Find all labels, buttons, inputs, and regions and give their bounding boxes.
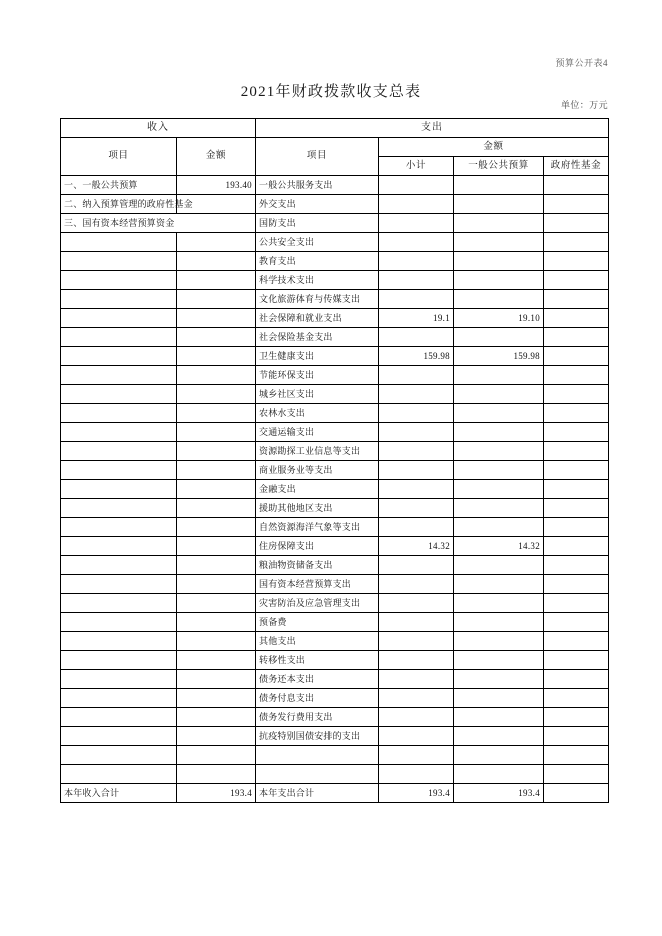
expense-subtotal-value: 159.98 [379, 347, 454, 366]
expense-amount-blank [544, 328, 609, 347]
income-item-blank [61, 765, 177, 784]
expense-amount-blank [544, 594, 609, 613]
expense-item-label: 粮油物资储备支出 [256, 556, 379, 575]
income-item-blank [61, 556, 177, 575]
expense-general-budget-value: 19.10 [454, 309, 544, 328]
expense-amount-blank [544, 708, 609, 727]
expense-amount-blank [379, 404, 454, 423]
income-amount-blank [177, 537, 256, 556]
income-item-blank [61, 689, 177, 708]
expense-amount-blank [454, 689, 544, 708]
income-amount-blank [177, 442, 256, 461]
expense-amount-blank [379, 765, 454, 784]
expense-item-label: 债务发行费用支出 [256, 708, 379, 727]
income-amount-blank [177, 480, 256, 499]
income-amount-blank [177, 708, 256, 727]
expense-amount-blank [379, 556, 454, 575]
expense-amount-blank [379, 670, 454, 689]
expense-amount-blank [379, 651, 454, 670]
expense-item-label: 公共安全支出 [256, 233, 379, 252]
expense-amount-blank [379, 423, 454, 442]
expense-amount-blank [379, 385, 454, 404]
income-amount-value: 193.40 [177, 176, 256, 195]
income-amount-blank [177, 518, 256, 537]
expense-amount-blank [544, 442, 609, 461]
expense-item-blank [256, 765, 379, 784]
total-income-amount: 193.4 [177, 784, 256, 803]
income-item-blank [61, 252, 177, 271]
income-item-label: 二、纳入预算管理的政府性基金 [61, 195, 177, 214]
total-expense-government-fund [544, 784, 609, 803]
table-row [61, 613, 609, 632]
expense-item-label: 抗疫特别国债安排的支出 [256, 727, 379, 746]
expense-amount-blank [379, 176, 454, 195]
expense-amount-blank [379, 708, 454, 727]
table-row [61, 556, 609, 575]
expense-amount-blank [379, 575, 454, 594]
expense-amount-blank [544, 670, 609, 689]
expense-amount-blank [454, 461, 544, 480]
table-row [61, 461, 609, 480]
table-row [61, 195, 609, 214]
income-item-blank [61, 271, 177, 290]
income-item-blank [61, 670, 177, 689]
expense-amount-blank [454, 651, 544, 670]
income-item-label: 三、国有资本经营预算资金 [61, 214, 256, 233]
expense-item-label: 转移性支出 [256, 651, 379, 670]
table-row [61, 385, 609, 404]
expense-item-label: 一般公共服务支出 [256, 176, 379, 195]
income-item-blank [61, 727, 177, 746]
expense-amount-blank [544, 556, 609, 575]
expense-amount-blank [454, 271, 544, 290]
expense-item-label: 资源勘探工业信息等支出 [256, 442, 379, 461]
expense-amount-blank [544, 537, 609, 556]
income-amount-blank [177, 271, 256, 290]
income-item-blank [61, 746, 177, 765]
total-expense-subtotal: 193.4 [379, 784, 454, 803]
expense-amount-blank [379, 632, 454, 651]
income-item-blank [61, 385, 177, 404]
expense-amount-blank [544, 214, 609, 233]
expense-amount-blank [544, 195, 609, 214]
income-item-blank [61, 290, 177, 309]
table-row [61, 347, 609, 366]
document-code: 预算公开表4 [555, 58, 608, 68]
income-item-blank [61, 518, 177, 537]
table-row [61, 176, 609, 195]
income-item-blank [61, 708, 177, 727]
income-amount-blank [177, 765, 256, 784]
expense-amount-blank [544, 385, 609, 404]
expense-amount-blank [544, 727, 609, 746]
expense-amount-blank [454, 176, 544, 195]
income-amount-blank [177, 233, 256, 252]
total-expense-general-budget: 193.4 [454, 784, 544, 803]
income-amount-blank [177, 651, 256, 670]
expense-item-label: 文化旅游体育与传媒支出 [256, 290, 379, 309]
expense-amount-blank [544, 632, 609, 651]
header-expense-group: 支出 [256, 119, 609, 138]
total-expense-label: 本年支出合计 [256, 784, 379, 803]
expense-amount-blank [454, 727, 544, 746]
expense-subtotal-value: 19.1 [379, 309, 454, 328]
income-amount-blank [177, 556, 256, 575]
expense-item-label: 科学技术支出 [256, 271, 379, 290]
expense-item-blank [256, 746, 379, 765]
table-row [61, 499, 609, 518]
table-row [61, 594, 609, 613]
expense-amount-blank [454, 613, 544, 632]
income-amount-blank [177, 689, 256, 708]
table-row [61, 670, 609, 689]
expense-amount-blank [454, 328, 544, 347]
expense-item-label: 灾害防治及应急管理支出 [256, 594, 379, 613]
expense-amount-blank [379, 366, 454, 385]
expense-amount-blank [544, 252, 609, 271]
expense-amount-blank [379, 594, 454, 613]
table-row [61, 765, 609, 784]
expense-amount-blank [379, 271, 454, 290]
expense-amount-blank [454, 290, 544, 309]
expense-amount-blank [454, 233, 544, 252]
table-row [61, 651, 609, 670]
income-item-blank [61, 499, 177, 518]
income-amount-blank [177, 404, 256, 423]
expense-amount-blank [379, 727, 454, 746]
expense-amount-blank [379, 480, 454, 499]
expense-subtotal-value: 14.32 [379, 537, 454, 556]
table-row [61, 366, 609, 385]
table-row [61, 518, 609, 537]
table-row [61, 328, 609, 347]
income-amount-blank [177, 575, 256, 594]
expense-amount-blank [379, 461, 454, 480]
expense-amount-blank [379, 499, 454, 518]
expense-item-label: 卫生健康支出 [256, 347, 379, 366]
expense-amount-blank [544, 765, 609, 784]
expense-item-label: 债务付息支出 [256, 689, 379, 708]
table-body [61, 176, 609, 803]
income-amount-blank [177, 632, 256, 651]
expense-amount-blank [454, 746, 544, 765]
expense-item-label: 金融支出 [256, 480, 379, 499]
income-item-blank [61, 651, 177, 670]
header-expense-item: 项目 [256, 138, 379, 176]
income-item-blank [61, 347, 177, 366]
expense-amount-blank [544, 689, 609, 708]
expense-amount-blank [454, 214, 544, 233]
expense-amount-blank [544, 347, 609, 366]
income-amount-blank [177, 594, 256, 613]
income-amount-blank [177, 366, 256, 385]
expense-item-label: 其他支出 [256, 632, 379, 651]
expense-general-budget-value: 159.98 [454, 347, 544, 366]
expense-amount-blank [544, 366, 609, 385]
income-item-blank [61, 442, 177, 461]
expense-item-label: 住房保障支出 [256, 537, 379, 556]
expense-item-label: 社会保障和就业支出 [256, 309, 379, 328]
income-item-blank [61, 613, 177, 632]
income-amount-blank [177, 309, 256, 328]
expense-amount-blank [379, 328, 454, 347]
table-row [61, 575, 609, 594]
expense-amount-blank [454, 423, 544, 442]
expense-amount-blank [379, 746, 454, 765]
income-amount-blank [177, 461, 256, 480]
expense-amount-blank [454, 556, 544, 575]
income-item-blank [61, 594, 177, 613]
table-row [61, 309, 609, 328]
expense-amount-blank [544, 746, 609, 765]
income-item-blank [61, 480, 177, 499]
header-income-item: 项目 [61, 138, 177, 176]
income-amount-blank [177, 423, 256, 442]
expense-item-label: 预备费 [256, 613, 379, 632]
income-item-blank [61, 575, 177, 594]
expense-item-label: 国有资本经营预算支出 [256, 575, 379, 594]
expense-amount-blank [544, 651, 609, 670]
income-item-blank [61, 404, 177, 423]
expense-item-label: 交通运输支出 [256, 423, 379, 442]
expense-item-label: 自然资源海洋气象等支出 [256, 518, 379, 537]
header-income-group: 收入 [61, 119, 256, 138]
expense-amount-blank [379, 290, 454, 309]
table-row [61, 271, 609, 290]
expense-amount-blank [379, 689, 454, 708]
header-amount-group: 金额 [379, 138, 609, 157]
expense-amount-blank [544, 613, 609, 632]
expense-amount-blank [544, 309, 609, 328]
table-row [61, 632, 609, 651]
income-item-blank [61, 537, 177, 556]
income-amount-blank [177, 746, 256, 765]
table-row [61, 746, 609, 765]
table-row [61, 290, 609, 309]
income-amount-blank [177, 727, 256, 746]
expense-amount-blank [454, 765, 544, 784]
table-head [61, 119, 609, 176]
expense-amount-blank [544, 499, 609, 518]
expense-amount-blank [544, 423, 609, 442]
expense-amount-blank [454, 442, 544, 461]
expense-item-label: 教育支出 [256, 252, 379, 271]
expense-amount-blank [544, 271, 609, 290]
expense-amount-blank [379, 613, 454, 632]
total-row [61, 784, 609, 803]
income-amount-blank [177, 670, 256, 689]
header-subtotal: 小计 [379, 157, 454, 176]
income-amount-blank [177, 290, 256, 309]
expense-amount-blank [454, 195, 544, 214]
expense-general-budget-value: 14.32 [454, 537, 544, 556]
income-amount-blank [177, 252, 256, 271]
expense-item-label: 商业服务业等支出 [256, 461, 379, 480]
expense-amount-blank [379, 214, 454, 233]
table-row [61, 252, 609, 271]
header-general-public-budget: 一般公共预算 [454, 157, 544, 176]
table-row [61, 727, 609, 746]
expense-amount-blank [544, 480, 609, 499]
income-amount-blank [177, 613, 256, 632]
expense-item-label: 援助其他地区支出 [256, 499, 379, 518]
income-item-blank [61, 423, 177, 442]
table-row [61, 442, 609, 461]
expense-amount-blank [454, 252, 544, 271]
expense-amount-blank [379, 442, 454, 461]
income-amount-blank [177, 499, 256, 518]
income-amount-blank [177, 328, 256, 347]
expense-amount-blank [454, 575, 544, 594]
expense-item-label: 国防支出 [256, 214, 379, 233]
income-item-blank [61, 328, 177, 347]
expense-amount-blank [544, 461, 609, 480]
expense-item-label: 城乡社区支出 [256, 385, 379, 404]
expense-amount-blank [544, 176, 609, 195]
expense-item-label: 社会保险基金支出 [256, 328, 379, 347]
expense-amount-blank [454, 518, 544, 537]
header-row-sub1 [61, 138, 609, 157]
expense-amount-blank [544, 233, 609, 252]
header-government-fund: 政府性基金 [544, 157, 609, 176]
total-income-label: 本年收入合计 [61, 784, 177, 803]
expense-item-label: 节能环保支出 [256, 366, 379, 385]
header-row-groups [61, 119, 609, 138]
header-income-amount: 金额 [177, 138, 256, 176]
table-row [61, 423, 609, 442]
income-item-blank [61, 233, 177, 252]
expense-amount-blank [379, 518, 454, 537]
expense-item-label: 农林水支出 [256, 404, 379, 423]
expense-amount-blank [454, 499, 544, 518]
income-item-blank [61, 632, 177, 651]
expense-item-label: 债务还本支出 [256, 670, 379, 689]
expense-amount-blank [379, 233, 454, 252]
expense-amount-blank [454, 385, 544, 404]
expense-amount-blank [379, 195, 454, 214]
income-amount-blank [177, 347, 256, 366]
page-title: 2021年财政拨款收支总表 [240, 84, 422, 100]
income-item-blank [61, 366, 177, 385]
expense-amount-blank [544, 575, 609, 594]
income-item-blank [61, 309, 177, 328]
table-row [61, 708, 609, 727]
expense-amount-blank [544, 518, 609, 537]
expense-amount-blank [454, 632, 544, 651]
table-row [61, 404, 609, 423]
expense-amount-blank [379, 252, 454, 271]
table-row [61, 480, 609, 499]
expense-item-label: 外交支出 [256, 195, 379, 214]
expense-amount-blank [454, 670, 544, 689]
table-row [61, 537, 609, 556]
unit-label: 单位：万元 [560, 100, 608, 110]
income-item-label: 一、一般公共预算 [61, 176, 177, 195]
expense-amount-blank [454, 480, 544, 499]
expense-amount-blank [454, 404, 544, 423]
expense-amount-blank [454, 366, 544, 385]
expense-amount-blank [454, 594, 544, 613]
fiscal-appropriation-table [60, 118, 609, 803]
income-amount-blank [177, 385, 256, 404]
income-item-blank [61, 461, 177, 480]
expense-amount-blank [544, 404, 609, 423]
table-row [61, 689, 609, 708]
table-row [61, 233, 609, 252]
expense-amount-blank [454, 708, 544, 727]
table-row [61, 214, 609, 233]
expense-amount-blank [544, 290, 609, 309]
